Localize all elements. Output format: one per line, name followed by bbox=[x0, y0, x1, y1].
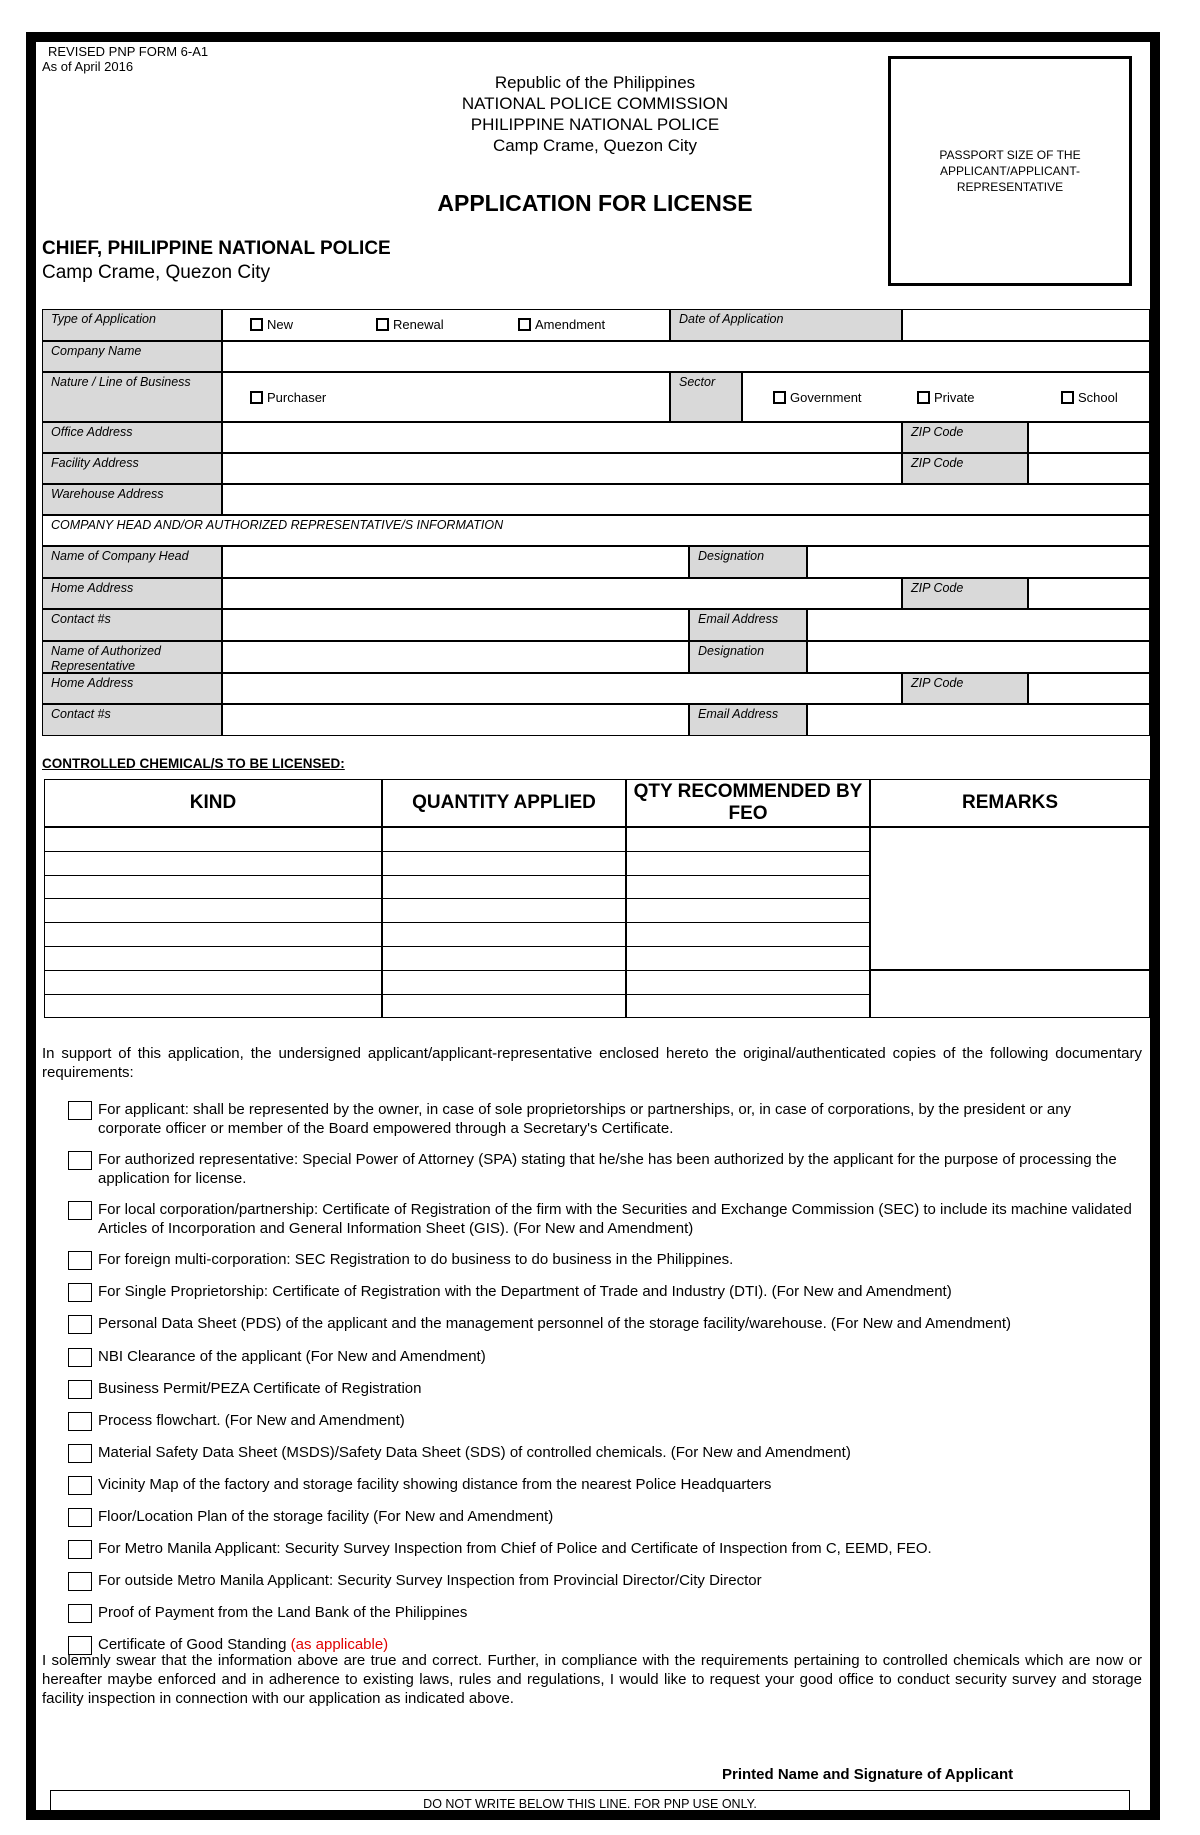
requirement-text: Process flowchart. (For New and Amendment) bbox=[98, 1412, 405, 1429]
company-head-contact-label-label: Contact #s bbox=[51, 612, 111, 626]
requirement-text: For outside Metro Manila Applicant: Security Survey Inspection from Provincial Director/City Director bbox=[98, 1572, 762, 1589]
checkbox-school[interactable] bbox=[1061, 390, 1118, 405]
warehouse-address-label bbox=[42, 484, 222, 515]
checkbox-renewal-label: Renewal bbox=[393, 317, 444, 332]
requirement-checkbox[interactable] bbox=[68, 1508, 92, 1527]
company-head-section-title-label: COMPANY HEAD AND/OR AUTHORIZED REPRESENTATIVE/S INFORMATION bbox=[51, 518, 504, 532]
checkbox-government-label: Government bbox=[790, 390, 862, 405]
facility-zip-label bbox=[902, 453, 1028, 484]
chem-table-cell[interactable] bbox=[382, 970, 626, 995]
authorized-rep-home-address-label bbox=[42, 673, 222, 704]
company-head-email-label bbox=[689, 609, 807, 641]
chem-table-cell[interactable] bbox=[626, 898, 870, 923]
requirement-text: Personal Data Sheet (PDS) of the applicant and the management personnel of the storage facility/warehouse. (For New and Amendment) bbox=[98, 1315, 1012, 1332]
authorized-rep-email-label-label: Email Address bbox=[698, 707, 779, 721]
company-head-home-address-label bbox=[42, 578, 222, 609]
requirement-text: For foreign multi-corporation: SEC Registration to do business to do business in the Philippines. bbox=[98, 1251, 734, 1268]
page-title: APPLICATION FOR LICENSE bbox=[437, 190, 753, 216]
checkbox-icon bbox=[518, 318, 531, 331]
company-head-zip-field[interactable] bbox=[1028, 578, 1150, 609]
requirement-text: For Single Proprietorship: Certificate of Registration with the Department of Trade and Industry (DTI). (For New and Amendment) bbox=[98, 1283, 952, 1300]
checkbox-renewal[interactable] bbox=[376, 317, 444, 332]
requirement-checkbox[interactable] bbox=[68, 1283, 92, 1302]
authorized-rep-home-address-field[interactable] bbox=[222, 673, 902, 704]
date-of-application-field[interactable] bbox=[902, 309, 1150, 341]
header-block bbox=[330, 72, 860, 156]
checkbox-icon bbox=[1061, 391, 1074, 404]
nature-of-business-label-label: Nature / Line of Business bbox=[51, 375, 191, 389]
checkbox-amendment[interactable] bbox=[518, 317, 605, 332]
company-name-label bbox=[42, 341, 222, 372]
company-head-email-field[interactable] bbox=[807, 609, 1150, 641]
facility-zip-label-label: ZIP Code bbox=[911, 456, 964, 470]
authorized-rep-name-field[interactable] bbox=[222, 641, 689, 673]
requirement-text: Business Permit/PEZA Certificate of Registration bbox=[98, 1380, 422, 1397]
support-intro: In support of this application, the undersigned applicant/applicant-representative enclosed hereto the original/authenticated copies of the following documentary requirements: bbox=[42, 1045, 1142, 1081]
requirement-text: For applicant: shall be represented by the owner, in case of sole proprietorships or partnerships, or, in case of corporations, by the president or any corporate officer or member of the Board empowered through a Secretary's Certificate. bbox=[98, 1101, 1072, 1137]
requirement-checkbox[interactable] bbox=[68, 1348, 92, 1367]
requirement-note: (as applicable) bbox=[290, 1636, 389, 1653]
company-head-contact-field[interactable] bbox=[222, 609, 689, 641]
requirement-checkbox[interactable] bbox=[68, 1151, 92, 1170]
requirement-checkbox[interactable] bbox=[68, 1412, 92, 1431]
warehouse-address-field[interactable] bbox=[222, 484, 1150, 515]
company-head-name-label-label: Name of Company Head bbox=[51, 549, 189, 563]
company-head-designation-label-label: Designation bbox=[698, 549, 765, 563]
office-zip-label bbox=[902, 422, 1028, 453]
authorized-rep-home-address-label-label: Home Address bbox=[51, 676, 134, 690]
chem-table-cell[interactable] bbox=[626, 994, 870, 1019]
authorized-rep-email-label bbox=[689, 704, 807, 736]
sector-label bbox=[670, 372, 742, 422]
checkbox-purchaser-label: Purchaser bbox=[267, 390, 327, 405]
requirement-checkbox[interactable] bbox=[68, 1380, 92, 1399]
checkbox-icon bbox=[250, 391, 263, 404]
type-of-application-label-label: Type of Application bbox=[51, 312, 156, 326]
company-head-home-address-label-label: Home Address bbox=[51, 581, 134, 595]
requirement-text: For Metro Manila Applicant: Security Survey Inspection from Chief of Police and Certificate of Inspection from C, EEMD, FEO. bbox=[98, 1540, 932, 1557]
date-of-application-label bbox=[670, 309, 902, 341]
requirement-text: Vicinity Map of the factory and storage facility showing distance from the nearest Police Headquarters bbox=[98, 1476, 772, 1493]
nature-of-business-label bbox=[42, 372, 222, 422]
chem-table-cell[interactable] bbox=[44, 851, 382, 876]
chem-table-cell[interactable] bbox=[382, 827, 626, 852]
checkbox-school-label: School bbox=[1078, 390, 1118, 405]
chem-table-cell[interactable] bbox=[626, 875, 870, 900]
chem-table-cell[interactable] bbox=[44, 875, 382, 900]
chem-table-cell[interactable] bbox=[626, 827, 870, 852]
office-zip-field[interactable] bbox=[1028, 422, 1150, 453]
requirement-text: Floor/Location Plan of the storage facility (For New and Amendment) bbox=[98, 1508, 554, 1525]
requirement-text: Proof of Payment from the Land Bank of the Philippines bbox=[98, 1604, 468, 1621]
oath-text: I solemnly swear that the information above are true and correct. Further, in compliance with the requirements pertaining to controlled chemicals which are now or hereafter maybe enforced and in adherence to existing laws, rules and regulations, I would like to request your good office to conduct security survey and storage facility inspection in connection with our application as indicated above. bbox=[42, 1652, 1142, 1707]
chem-table-cell[interactable] bbox=[382, 922, 626, 947]
company-head-contact-label bbox=[42, 609, 222, 641]
checkbox-private[interactable] bbox=[917, 390, 974, 405]
chem-col-header: KIND bbox=[44, 779, 382, 827]
authorized-rep-zip-field[interactable] bbox=[1028, 673, 1150, 704]
requirement-checkbox[interactable] bbox=[68, 1540, 92, 1559]
chem-col-header: QTY RECOMMENDED BY FEO bbox=[626, 779, 870, 827]
chem-table-cell[interactable] bbox=[382, 994, 626, 1019]
authorized-rep-contact-label bbox=[42, 704, 222, 736]
requirement-checkbox[interactable] bbox=[68, 1604, 92, 1623]
company-name-field[interactable] bbox=[222, 341, 1150, 372]
authorized-rep-email-field[interactable] bbox=[807, 704, 1150, 736]
chem-col-header: QUANTITY APPLIED bbox=[382, 779, 626, 827]
authorized-rep-contact-label-label: Contact #s bbox=[51, 707, 111, 721]
date-of-application-label-label: Date of Application bbox=[679, 312, 784, 326]
authorized-rep-name-label-label: Name of Authorized Representative bbox=[51, 644, 162, 673]
office-address-label bbox=[42, 422, 222, 453]
chem-table-cell[interactable] bbox=[626, 851, 870, 876]
facility-address-label-label: Facility Address bbox=[51, 456, 139, 470]
chemicals-heading: CONTROLLED CHEMICAL/S TO BE LICENSED: bbox=[42, 756, 345, 771]
chem-table-cell[interactable] bbox=[44, 970, 382, 995]
chem-table-cell[interactable] bbox=[626, 946, 870, 971]
addressee-location: Camp Crame, Quezon City bbox=[42, 262, 271, 283]
facility-zip-field[interactable] bbox=[1028, 453, 1150, 484]
chem-table-cell[interactable] bbox=[382, 851, 626, 876]
form-date: As of April 2016 bbox=[42, 59, 134, 74]
footer-text: DO NOT WRITE BELOW THIS LINE. FOR PNP USE ONLY. bbox=[423, 1797, 757, 1811]
checkbox-purchaser[interactable] bbox=[250, 390, 326, 405]
company-name-label-label: Company Name bbox=[51, 344, 142, 358]
republic-line: Republic of the Philippines bbox=[494, 73, 696, 92]
commission-line: NATIONAL POLICE COMMISSION bbox=[461, 94, 729, 113]
facility-address-label bbox=[42, 453, 222, 484]
authorized-rep-zip-label-label: ZIP Code bbox=[911, 676, 964, 690]
photo-label: PASSPORT SIZE OF THE APPLICANT/APPLICANT-REPRESENTATIVE bbox=[939, 148, 1081, 194]
chem-col-header: REMARKS bbox=[870, 779, 1150, 827]
authorized-rep-designation-label bbox=[689, 641, 807, 673]
chem-remarks-cell[interactable] bbox=[870, 827, 1150, 970]
requirement-checkbox[interactable] bbox=[68, 1476, 92, 1495]
chem-table-cell[interactable] bbox=[44, 922, 382, 947]
chem-table-cell[interactable] bbox=[626, 922, 870, 947]
authorized-rep-zip-label bbox=[902, 673, 1028, 704]
location-line: Camp Crame, Quezon City bbox=[492, 136, 698, 155]
requirement-checkbox[interactable] bbox=[68, 1444, 92, 1463]
chem-table-cell[interactable] bbox=[44, 898, 382, 923]
checkbox-icon bbox=[773, 391, 786, 404]
authorized-rep-name-label bbox=[42, 641, 222, 673]
office-zip-label-label: ZIP Code bbox=[911, 425, 964, 439]
checkbox-icon bbox=[250, 318, 263, 331]
company-head-section-title bbox=[42, 515, 1150, 546]
checkbox-icon bbox=[376, 318, 389, 331]
checkbox-new-label: New bbox=[267, 317, 294, 332]
chem-table-cell[interactable] bbox=[382, 946, 626, 971]
warehouse-address-label-label: Warehouse Address bbox=[51, 487, 164, 501]
checkbox-new[interactable] bbox=[250, 317, 293, 332]
company-head-email-label-label: Email Address bbox=[698, 612, 779, 626]
authorized-rep-designation-label-label: Designation bbox=[698, 644, 765, 658]
requirement-text: NBI Clearance of the applicant (For New and Amendment) bbox=[98, 1348, 486, 1365]
requirement-checkbox[interactable] bbox=[68, 1101, 92, 1120]
form-code: REVISED PNP FORM 6-A1 bbox=[48, 44, 209, 59]
checkbox-private-label: Private bbox=[934, 390, 975, 405]
requirement-checkbox[interactable] bbox=[68, 1251, 92, 1270]
chem-table-cell[interactable] bbox=[44, 827, 382, 852]
chem-table-cell[interactable] bbox=[382, 898, 626, 923]
chem-table-cell[interactable] bbox=[44, 994, 382, 1019]
pnp-line: PHILIPPINE NATIONAL POLICE bbox=[470, 115, 720, 134]
type-of-application-label bbox=[42, 309, 222, 341]
requirement-checkbox[interactable] bbox=[68, 1201, 92, 1220]
photo-box[interactable] bbox=[888, 56, 1132, 286]
checkbox-amendment-label: Amendment bbox=[535, 317, 606, 332]
authorized-rep-contact-field[interactable] bbox=[222, 704, 689, 736]
office-address-field[interactable] bbox=[222, 422, 902, 453]
company-head-designation-label bbox=[689, 546, 807, 578]
footer-note bbox=[50, 1790, 1130, 1812]
office-address-label-label: Office Address bbox=[51, 425, 133, 439]
requirement-text: For local corporation/partnership: Certificate of Registration of the firm with the Securities and Exchange Commission (SEC) to include its machine validated Articles of Incorporation and General Information Sheet (GIS). (For New and Amendment) bbox=[98, 1201, 1132, 1237]
addressee: CHIEF, PHILIPPINE NATIONAL POLICE bbox=[42, 238, 391, 259]
requirement-checkbox[interactable] bbox=[68, 1315, 92, 1334]
requirement-checkbox[interactable] bbox=[68, 1572, 92, 1591]
authorized-rep-designation-field[interactable] bbox=[807, 641, 1150, 673]
chem-remarks-cell[interactable] bbox=[870, 970, 1150, 1018]
company-head-zip-label-label: ZIP Code bbox=[911, 581, 964, 595]
chem-table-cell[interactable] bbox=[382, 875, 626, 900]
checkbox-government[interactable] bbox=[773, 390, 862, 405]
facility-address-field[interactable] bbox=[222, 453, 902, 484]
company-head-zip-label bbox=[902, 578, 1028, 609]
requirement-text: Material Safety Data Sheet (MSDS)/Safety Data Sheet (SDS) of controlled chemicals. (For New and Amendment) bbox=[98, 1444, 851, 1461]
signature-label: Printed Name and Signature of Applicant bbox=[722, 1766, 1014, 1783]
company-head-designation-field[interactable] bbox=[807, 546, 1150, 578]
sector-label-label: Sector bbox=[679, 375, 716, 389]
company-head-name-label bbox=[42, 546, 222, 578]
chem-table-cell[interactable] bbox=[626, 970, 870, 995]
company-head-home-address-field[interactable] bbox=[222, 578, 902, 609]
chem-table-cell[interactable] bbox=[44, 946, 382, 971]
checkbox-icon bbox=[917, 391, 930, 404]
requirement-text: Certificate of Good Standing (as applicable) bbox=[98, 1636, 389, 1653]
requirement-text: For authorized representative: Special Power of Attorney (SPA) stating that he/she has been authorized by the applicant for the purpose of processing the application for license. bbox=[98, 1151, 1117, 1187]
company-head-name-field[interactable] bbox=[222, 546, 689, 578]
